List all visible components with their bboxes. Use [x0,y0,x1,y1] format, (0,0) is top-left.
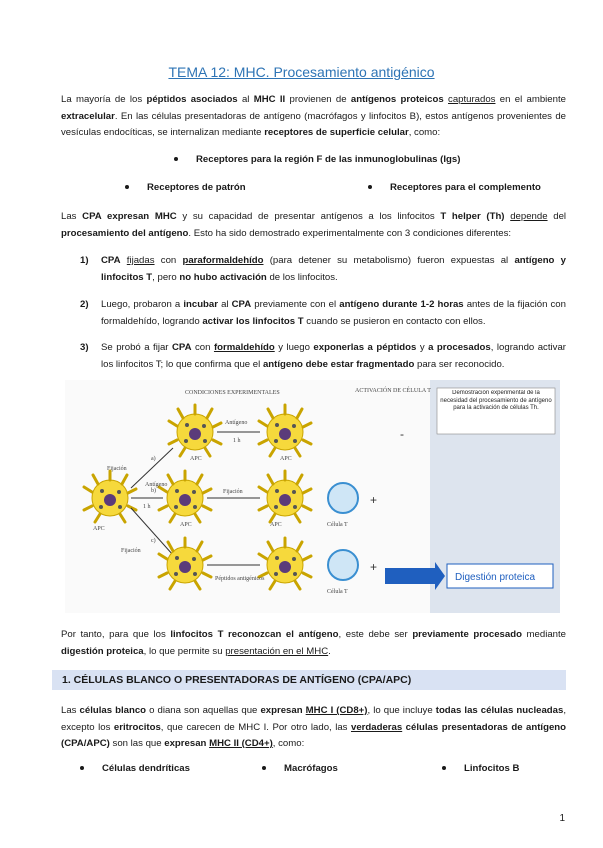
bullet-macrophages: Macrófagos [262,763,338,774]
label-apc-a2: APC [280,456,292,462]
label-1h-a: 1 h [233,438,241,444]
bullet-b-lymphocytes: Linfocitos B [442,763,519,774]
label-peptidos: Péptidos antigénicos [215,576,265,582]
label-b: b) [151,488,156,494]
label-antigeno-a: Antígeno [225,420,248,426]
result-a: - [400,427,404,441]
t-cell-b [328,483,358,513]
label-apc-origin: APC [93,526,105,532]
apc-cell-a1 [169,405,221,456]
condition-2: 2) Luego, probaron a incubar al CPA previamente con el antígeno durante 1-2 horas antes de la fijación con formaldehído, logrando activar los linfocitos T cuando se pusieron en contacto con ellos. [80,299,566,327]
digest-arrow-icon [385,562,445,590]
result-b: + [370,493,378,507]
demo-text-wrapper [439,390,553,434]
apc-cell-c2 [259,538,311,589]
figure-activation-label: ACTIVACIÓN DE CÉLULA T [355,388,431,394]
label-1h-b: 1 h [143,504,151,510]
condition-3: 3) Se probó a fijar CPA con formaldehído y luego exponerlas a péptidos y a procesados, logrando activar los linfocitos T; lo que confirma que el antígeno debe estar fragmentado para ser reconocido. [80,342,566,370]
label-apc-b2: APC [270,522,282,528]
page-number: 1 [559,813,565,824]
apc-cell-origin [84,471,136,522]
label-fijacion-1: Fijación [107,466,127,472]
demo-text: Demostración experimental de la necesidad del procesamiento de antígeno para la activación de células Th. [440,390,552,411]
label-apc-b1: APC [180,522,192,528]
label-antigeno-b: Antígeno [145,482,168,488]
label-fijacion-3: Fijación [121,548,141,554]
label-c: c) [151,538,156,544]
apc-cell-c1 [159,538,211,589]
digest-label: Digestión proteica [455,572,536,583]
condition-1: 1) CPA fijadas con paraformaldehído (para detener su metabolismo) fueron expuestas al antígeno y linfocitos T, pero no hubo activación de los linfocitos. [80,255,566,283]
label-apc-a1: APC [190,456,202,462]
intro-paragraph: La mayoría de los péptidos asociados al MHC II provienen de antígenos proteicos capturados en el ambiente extracelular. En las células presentadoras de antígeno (macrófagos y linfocitos B), estos antígenos provenientes de vesículas endocíticas, se internalizan mediante receptores de superficie celular, como: [61,94,566,138]
page-title: TEMA 12: MHC. Procesamiento antigénico [168,64,435,80]
label-fijacion-2: Fijación [223,489,243,495]
bullet-receptor-complement: Receptores para el complemento [368,182,541,193]
bullet-dendritic-cells: Células dendríticas [80,763,190,774]
label-tcell-b: Célula T [327,522,348,528]
result-c: + [370,560,378,574]
cpa-paragraph: Las CPA expresan MHC y su capacidad de presentar antígenos a los linfocitos T helper (Th) depende del procesamiento del antígeno. Esto ha sido demostrado experimentalmente con 3 condiciones diferentes: [61,211,567,239]
conclusion-paragraph: Por tanto, para que los linfocitos T reconozcan el antígeno, este debe ser previamente procesado mediante digestión proteica, lo que permite su presentación en el MHC. [61,629,567,657]
apc-cell-a2 [259,405,311,456]
section1-paragraph: Las células blanco o diana son aquellas que expresan MHC I (CD8+), lo que incluye todas las células nucleadas, excepto los eritrocitos, que carecen de MHC I. Por otro lado, las verdaderas células presentadoras de antígeno (CPA/APC) son las que expresan MHC II (CD4+), como: [61,705,567,749]
bullet-receptor-fc: Receptores para la región F de las inmunoglobulinas (Igs) [174,154,460,165]
apc-cell-b2 [259,471,311,522]
figure-header: CONDICIONES EXPERIMENTALES [185,390,280,396]
t-cell-c [328,550,358,580]
experiment-diagram [65,380,560,613]
section-heading-1: 1. CÉLULAS BLANCO O PRESENTADORAS DE ANTÍGENO (CPA/APC) [52,670,566,690]
label-a: a) [151,456,156,462]
bullet-receptor-pattern: Receptores de patrón [125,182,246,193]
apc-cell-b1 [159,471,211,522]
label-tcell-c: Célula T [327,589,348,595]
